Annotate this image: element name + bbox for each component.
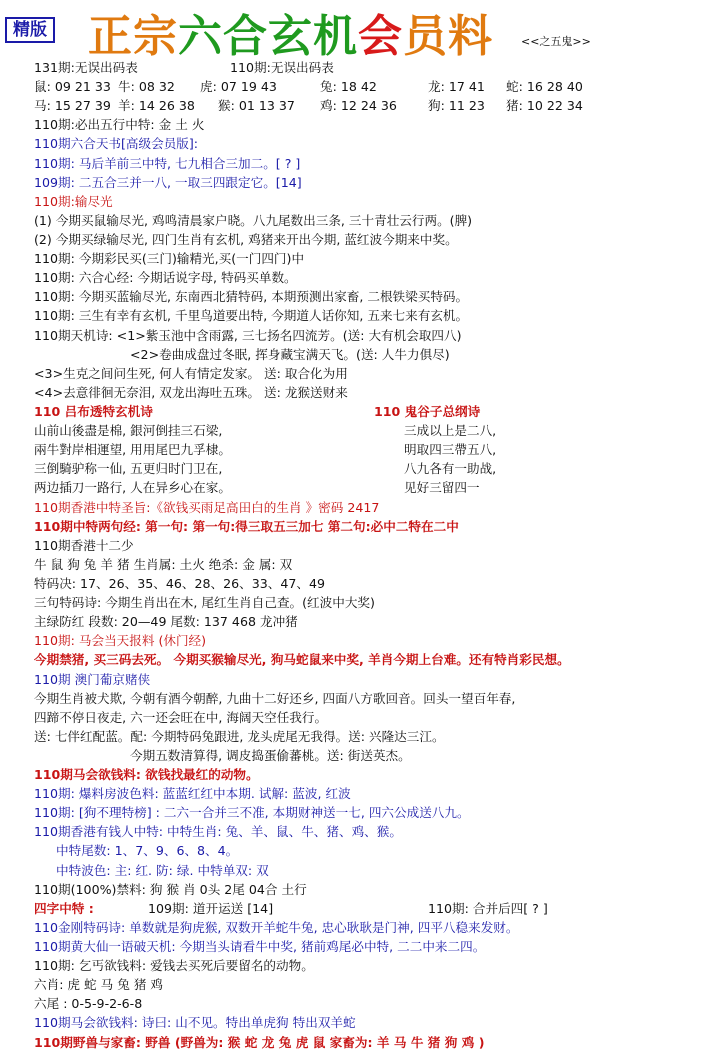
text-row: 中特波色: 主: 红. 防: 绿. 中特单双: 双 — [56, 862, 269, 878]
text-row — [34, 440, 724, 459]
text-row — [34, 899, 724, 918]
text-row: 109期: 二五合三并一八, 一取三四跟定它。[14] — [34, 174, 302, 190]
text-row: 110期野兽与家畜: 野兽 (野兽为: 猴 蛇 龙 兔 虎 鼠 家畜为: 羊 马 牛 猪 狗 鸡 ) — [34, 1034, 485, 1050]
text-row: 今期生肖被犬欺, 今朝有酒今朝醉, 九曲十二好还乡, 四面八方歌回音。回头一望百年春, — [34, 690, 516, 706]
text-row: (1) 今期买鼠输尽光, 鸡鸣清晨家户晓。八九尾数出三条, 三十青壮云行两。(脾) — [34, 212, 473, 228]
text-cell: 猪: 10 22 34 — [506, 98, 583, 114]
text-row — [34, 77, 724, 96]
text-row: 110期: 今期彩民买(三门)输精光,买(一门四门)中 — [34, 251, 305, 267]
text-cell: 四字中特 : — [34, 900, 94, 916]
text-cell: 牛: 08 32 — [118, 79, 175, 95]
text-cell: 马: 15 27 39 — [34, 98, 111, 114]
text-cell: 八九各有一助战, — [404, 461, 497, 477]
edition-badge: 精版 — [5, 17, 55, 43]
text-row: 110期马会欲钱料: 欲钱找最红的动物。 — [34, 767, 259, 783]
text-cell: 蛇: 16 28 40 — [506, 79, 583, 95]
text-cell: 109期: 道开运送 [14] — [148, 900, 274, 916]
text-row: 特码决: 17、26、35、46、28、26、33、47、49 — [34, 575, 326, 591]
text-row: 110期:输尽光 — [34, 193, 113, 209]
text-row — [34, 478, 724, 497]
text-row: 110期: 马会当天报料 (休门经) — [34, 633, 207, 649]
text-cell: 见好三留四一 — [404, 480, 480, 496]
text-row: 110期: 六合心经: 今期话说字母, 特码买单数。 — [34, 270, 297, 286]
text-row — [34, 96, 724, 115]
text-row: 110期六合天书[高级会员版]: — [34, 136, 199, 152]
text-row: 牛 鼠 狗 兔 羊 猪 生肖属: 土火 绝杀: 金 属: 双 — [34, 556, 293, 572]
text-row: 110期马会欲钱料: 诗曰: 山不见。特出单虎狗 特出双羊蛇 — [34, 1015, 356, 1031]
page-title — [88, 0, 493, 64]
title-char: 员 — [403, 11, 448, 62]
text-cell: 三成以上是二八, — [404, 423, 497, 439]
text-cell: 狗: 11 23 — [428, 98, 485, 114]
text-row — [34, 58, 724, 77]
text-row: 主绿防红 段数: 20—49 尾数: 137 468 龙冲猪 — [34, 614, 298, 630]
title-char: 六 — [178, 11, 223, 62]
text-cell: 龙: 17 41 — [428, 79, 485, 95]
text-row: 110期: 三生有幸有玄机, 千里鸟道要出特, 今期道人话你知, 五来七来有玄机。 — [34, 308, 469, 324]
text-row: 六肖: 虎 蛇 马 兔 猪 鸡 — [34, 977, 164, 993]
text-row: 今期五数清算得, 调皮捣蛋偷蕃桃。送: 街送英杰。 — [130, 747, 411, 763]
text-row — [34, 459, 724, 478]
text-row: 110期中特两句经: 第一句: 第一句:得三取五三加七 第二句:必中二特在二中 — [34, 518, 459, 534]
text-row: <2>卷曲成盘过冬眠, 挥身藏宝满天飞。(送: 人牛力俱尽) — [130, 346, 450, 362]
text-row: 110期: 乞丐欲钱料: 爱钱去买死后要留名的动物。 — [34, 958, 314, 974]
text-row: 中特尾数: 1、7、9、6、8、4。 — [56, 843, 239, 859]
title-char: 正 — [88, 11, 133, 62]
title-char: 合 — [223, 11, 268, 62]
text-row: 110期(100%)禁料: 狗 猴 肖 0头 2尾 04合 土行 — [34, 881, 307, 897]
title-char: 料 — [448, 11, 493, 62]
text-row: <3>生克之间问生死, 何人有情定发家。 送: 取合化为用 — [34, 365, 348, 381]
text-row: 四蹄不停日夜走, 六一还会旺在中, 海阔天空任我行。 — [34, 709, 328, 725]
title-char: 机 — [313, 11, 358, 62]
text-cell: 110 吕布透特玄机诗 — [34, 403, 153, 419]
title-char: 宗 — [133, 11, 178, 62]
text-row: (2) 今期买绿输尽光, 四门生肖有玄机, 鸡猪来开出今期, 蓝红波今期来中奖。 — [34, 231, 458, 247]
text-cell: 兩牛對岸相運望, 用用尾巴九孚棣。 — [34, 442, 231, 458]
text-row: 110期: [狗不理特榜] : 二六一合并三不准, 本期财神送一七, 四六公成送八九。 — [34, 805, 470, 821]
text-row: 110期: 马后羊前三中特, 七九相合三加二。[ ? ] — [34, 155, 301, 171]
text-cell: 羊: 14 26 38 — [118, 98, 195, 114]
text-row — [34, 402, 724, 421]
text-cell: 明取四三帶五八, — [404, 442, 497, 458]
text-cell: 虎: 07 19 43 — [200, 79, 277, 95]
text-cell: 鼠: 09 21 33 — [34, 79, 111, 95]
text-row: 110金刚特码诗: 单数就是狗虎猴, 双数开羊蛇牛兔, 忠心耿耿是门神, 四平八稳来发财。 — [34, 919, 519, 935]
text-row: 110期天机诗: <1>紫玉池中含雨露, 三七扬名四流芳。(送: 大有机会取四八) — [34, 327, 462, 343]
text-cell: 110期: 合并后四[ ? ] — [428, 900, 548, 916]
text-row: 110期香港十二少 — [34, 537, 134, 553]
text-row — [34, 421, 724, 440]
text-cell: 110期:无误出码表 — [230, 60, 334, 75]
text-cell: 鸡: 12 24 36 — [320, 98, 397, 114]
content-body — [34, 58, 724, 1052]
text-row: <4>去意徘徊无奈泪, 双龙出海吐五珠。 送: 龙猴送财来 — [34, 384, 348, 400]
text-row: 110期香港中特圣旨:《欲钱买雨足高田白的生肖 》密码 2417 — [34, 499, 380, 515]
text-cell: 两边插刀一路行, 人在异乡心在家。 — [34, 480, 231, 496]
text-row: 今期禁猪, 买三码去死。 今期买猴输尽光, 狗马蛇鼠来中奖, 羊肖今期上台难。还有特肖彩民想。 — [34, 652, 570, 668]
text-row: 六尾 : 0-5-9-2-6-8 — [34, 996, 143, 1012]
text-row: 三句特码诗: 今期生肖出在木, 尾红生肖自己查。(红波中大奖) — [34, 595, 375, 611]
title-char: 玄 — [268, 11, 313, 62]
text-cell: 三倒騎驴称一仙, 五更归时门卫在, — [34, 461, 223, 477]
title-char: 会 — [358, 11, 403, 62]
text-cell: 110 鬼谷子总纲诗 — [374, 403, 481, 419]
subtitle: <<之五鬼>> — [521, 35, 591, 48]
text-cell: 猴: 01 13 37 — [218, 98, 295, 114]
text-row: 110期香港有钱人中特: 中特生肖: 兔、羊、鼠、牛、猪、鸡、猴。 — [34, 824, 402, 840]
text-row: 110期:必出五行中特: 金 土 火 — [34, 117, 205, 133]
text-row: 送: 七伴红配蓝。配: 今期特码兔跟进, 龙头虎尾无我得。送: 兴隆达三江。 — [34, 728, 445, 744]
text-cell: 131期:无误出码表 — [34, 60, 138, 75]
text-row: 110期 澳门葡京赌侠 — [34, 671, 151, 687]
text-row: 110期: 爆料房波色料: 蓝蓝红红中本期. 试解: 蓝波, 红波 — [34, 786, 351, 802]
text-cell: 兔: 18 42 — [320, 79, 377, 95]
text-row: 110期: 今期买蓝输尽光, 东南西北猜特码, 本期预测出家畜, 二根铁梁买特码。 — [34, 289, 469, 305]
text-cell: 山前山後盡是棉, 銀河倒挂三石梁, — [34, 423, 223, 439]
text-row: 110期黄大仙一语破天机: 今期当头请看牛中奖, 猪前鸡尾必中特, 二二中来二四。 — [34, 939, 486, 955]
